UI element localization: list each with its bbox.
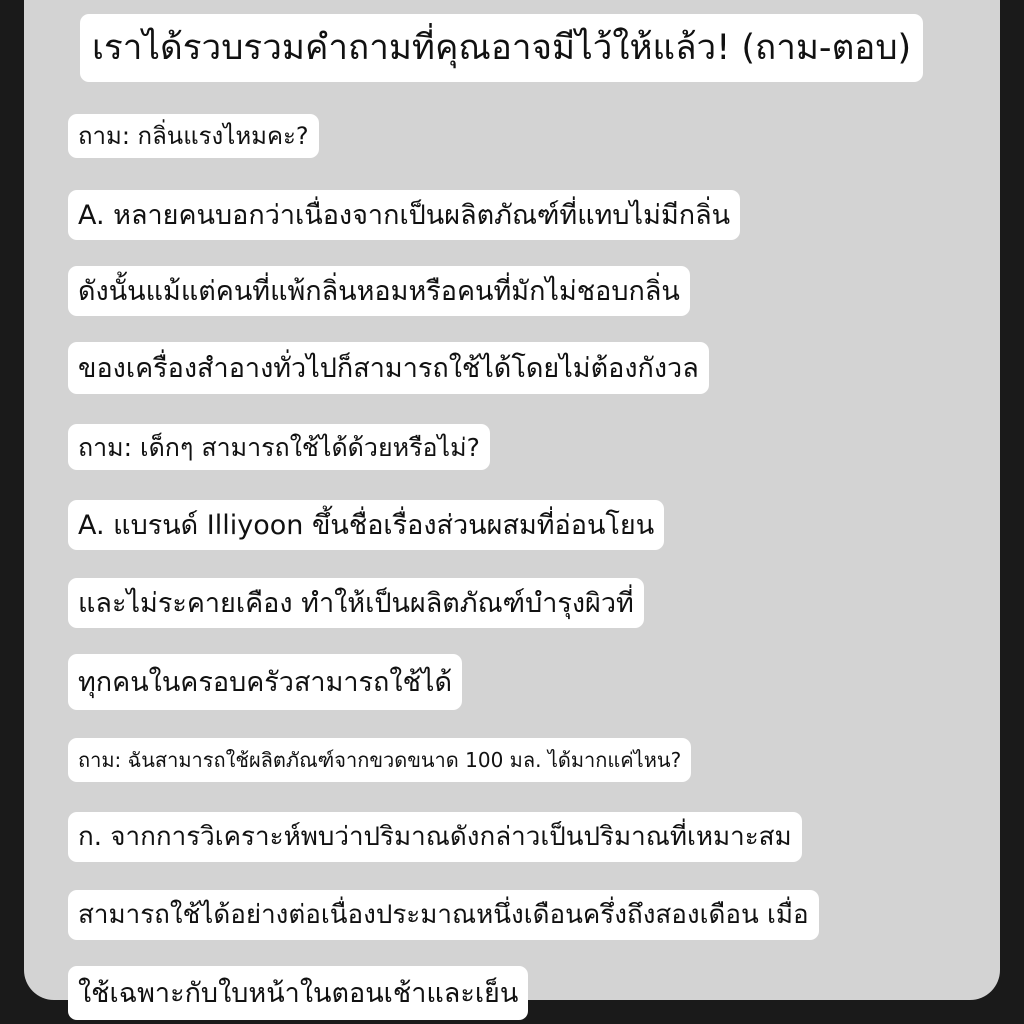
question-children: ถาม: เด็กๆ สามารถใช้ได้ด้วยหรือไม่? bbox=[68, 424, 490, 470]
question-scent: ถาม: กลิ่นแรงไหมคะ? bbox=[68, 114, 319, 158]
answer-bottle-line-1: ก. จากการวิเคราะห์พบว่าปริมาณดังกล่าวเป็นปริมาณที่เหมาะสม bbox=[68, 812, 802, 862]
answer-children-line-3: ทุกคนในครอบครัวสามารถใช้ได้ bbox=[68, 654, 462, 710]
answer-scent-line-1: A. หลายคนบอกว่าเนื่องจากเป็นผลิตภัณฑ์ที่แทบไม่มีกลิ่น bbox=[68, 190, 740, 240]
answer-children-line-1: A. แบรนด์ Illiyoon ขึ้นชื่อเรื่องส่วนผสมที่อ่อนโยน bbox=[68, 500, 664, 550]
answer-scent-line-2: ดังนั้นแม้แต่คนที่แพ้กลิ่นหอมหรือคนที่มักไม่ชอบกลิ่น bbox=[68, 266, 690, 316]
answer-scent-line-3: ของเครื่องสำอางทั่วไปก็สามารถใช้ได้โดยไม่ต้องกังวล bbox=[68, 342, 709, 394]
faq-heading: เราได้รวบรวมคำถามที่คุณอาจมีไว้ให้แล้ว! (ถาม-ตอบ) bbox=[80, 14, 923, 82]
answer-bottle-line-2: สามารถใช้ได้อย่างต่อเนื่องประมาณหนึ่งเดือนครึ่งถึงสองเดือน เมื่อ bbox=[68, 890, 819, 940]
answer-children-line-2: และไม่ระคายเคือง ทำให้เป็นผลิตภัณฑ์บำรุงผิวที่ bbox=[68, 578, 644, 628]
question-bottle-size: ถาม: ฉันสามารถใช้ผลิตภัณฑ์จากขวดขนาด 100 มล. ได้มากแค่ไหน? bbox=[68, 738, 691, 782]
answer-bottle-line-3: ใช้เฉพาะกับใบหน้าในตอนเช้าและเย็น bbox=[68, 966, 528, 1020]
